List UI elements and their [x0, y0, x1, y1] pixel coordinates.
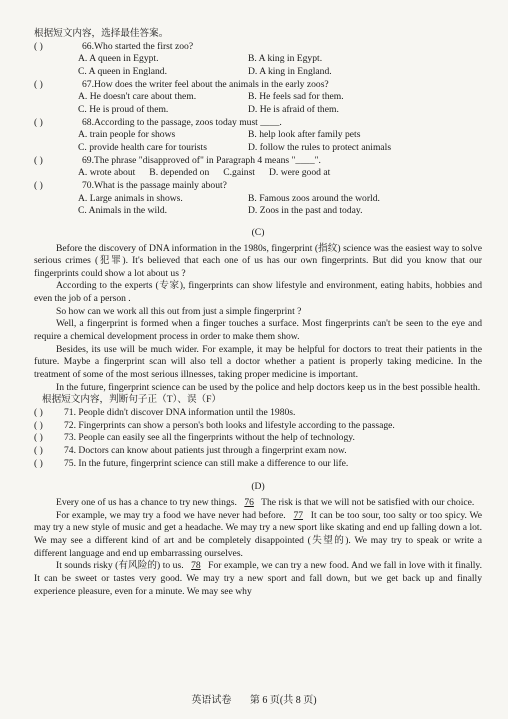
answer-paren[interactable]: ( ): [34, 179, 43, 191]
blank-78[interactable]: 78: [191, 560, 201, 572]
option-b: B. help look after family pets: [248, 129, 361, 141]
paragraph: [34, 510, 482, 561]
answer-paren[interactable]: ( ): [34, 116, 43, 128]
tf-statements: [34, 407, 482, 470]
question-69: [34, 155, 482, 180]
option-a: A. train people for shows: [78, 129, 176, 141]
paragraph: In the future, fingerprint science can be used by the police and help doctors keep us in the best possible health.: [56, 381, 481, 393]
text: For example, we can try a new food. And we fall in love with it finally. It can be sweet or tastes very good. We may try a new sport and fall down, but we get back up and finally experience pleasure, even for a minute. We may see why: [34, 560, 482, 597]
option-b: B. depended on: [149, 167, 210, 179]
question-70: [34, 180, 482, 218]
option-d: D. He is afraid of them.: [248, 103, 339, 115]
question-text: 70.What is the passage mainly about?: [82, 179, 227, 191]
question-text: 68.According to the passage, zoos today must ____.: [82, 116, 282, 128]
option-a: A. He doesn't care about them.: [78, 91, 197, 103]
blank-77[interactable]: 77: [293, 509, 304, 521]
footer-page-number: 第 6 页(共 8 页): [249, 695, 317, 706]
answer-paren[interactable]: ( ): [34, 432, 43, 444]
option-a: A. Large animals in shows.: [78, 192, 183, 204]
text: Every one of us has a chance to try new things.: [56, 496, 237, 508]
statement-text: 71. People didn't discover DNA information until the 1980s.: [64, 407, 296, 419]
blank-76[interactable]: 76: [244, 496, 254, 508]
question-68: [34, 117, 482, 155]
paragraph: Besides, its use will be much wider. For example, it may be helpful for doctors to treat their patients in the future. Maybe a fingerprint scan will also tell a doctor whether a patient is properly taking medicine. In the treatment of some of the most serious illnesses, taking proper medicine is important.: [34, 343, 482, 381]
paragraph: So how can we work all this out from just a simple fingerprint ?: [56, 305, 302, 317]
option-a: A. A queen in Egypt.: [78, 53, 159, 65]
question-67: [34, 79, 482, 117]
option-b: B. Famous zoos around the world.: [248, 192, 380, 204]
option-a: A. wrote about: [78, 167, 136, 179]
answer-paren[interactable]: ( ): [34, 457, 43, 469]
option-c: C. provide health care for tourists: [78, 141, 207, 153]
section-d-heading: (D): [251, 481, 265, 493]
question-text: 69.The phrase "disapproved of" in Paragraph 4 means "____".: [82, 154, 321, 166]
option-d: D. follow the rules to protect animals: [248, 141, 392, 153]
answer-paren[interactable]: ( ): [34, 154, 43, 166]
section-c-passage: [34, 243, 482, 395]
statement-text: 75. In the future, fingerprint science can still make a difference to our life.: [64, 457, 349, 469]
exam-page: [34, 28, 482, 598]
question-66: [34, 41, 482, 79]
section-c-heading: (C): [251, 226, 265, 238]
page-footer: [0, 694, 508, 707]
paragraph: [34, 497, 482, 510]
section-d-passage: [34, 497, 482, 598]
answer-paren[interactable]: ( ): [34, 445, 43, 456]
answer-paren[interactable]: ( ): [34, 407, 43, 419]
text: It can be too sour, too salty or too spicy. We may try a new style of music and get a headache. We may try a new sport like skating and end up falling down a lot. We may see a different kind of art and be completely disappointed (失望的). We may try to speak or write a different language and end up embarrassing ourselves.: [34, 509, 483, 559]
paragraph: According to the experts (专家), fingerprints can show lifestyle and environment, eating habits, hobbies and even the job of a person .: [34, 280, 482, 305]
answer-paren[interactable]: ( ): [34, 78, 43, 90]
answer-paren[interactable]: ( ): [34, 419, 43, 431]
option-c: C. He is proud of them.: [78, 103, 169, 115]
paragraph: Before the discovery of DNA information in the 1980s, fingerprint (指纹) science was the easiest way to solve serious crimes (犯罪). It's believed that each one of us has our own fingerprints. But did you know that our fingerprints could show a lot about us ?: [34, 242, 482, 279]
paragraph: [34, 560, 482, 598]
option-b: B. A king in Egypt.: [248, 53, 323, 65]
option-d: D. were good at: [268, 167, 331, 179]
statement-text: 73. People can easily see all the fingerprints without the help of technology.: [64, 432, 355, 444]
answer-paren[interactable]: ( ): [34, 40, 43, 52]
footer-subject: 英语试卷: [191, 695, 232, 706]
statement-text: 72. Fingerprints can show a person's both looks and lifestyle according to the passage.: [64, 419, 395, 431]
instruction-tf: 根据短文内容，判断句子正（T）、误（F）: [42, 394, 222, 406]
option-d: D. A king in England.: [248, 65, 332, 77]
text: For example, we may try a food we have never had before.: [56, 509, 286, 521]
option-d: D. Zoos in the past and today.: [248, 205, 363, 217]
question-text: 66.Who started the first zoo?: [82, 40, 194, 52]
paragraph: Well, a fingerprint is formed when a finger touches a surface. Most fingerprints can't be seen to the eye and require a chemical development process in order to make them show.: [34, 318, 482, 343]
question-text: 67.How does the writer feel about the animals in the early zoos?: [82, 78, 329, 90]
text: The risk is that we will not be satisfied with our choice.: [261, 496, 475, 508]
option-c: C. Animals in the wild.: [78, 205, 168, 217]
instruction-c: 根据短文内容，选择最佳答案。: [34, 28, 169, 39]
statement-text: 74. Doctors can know about patients just through a fingerprint exam now.: [64, 445, 347, 456]
text: It sounds risky (有风险的) to us.: [56, 560, 184, 572]
option-b: B. He feels sad for them.: [248, 91, 344, 103]
option-c: C.gainst: [223, 167, 255, 179]
option-c: C. A queen in England.: [78, 65, 167, 77]
